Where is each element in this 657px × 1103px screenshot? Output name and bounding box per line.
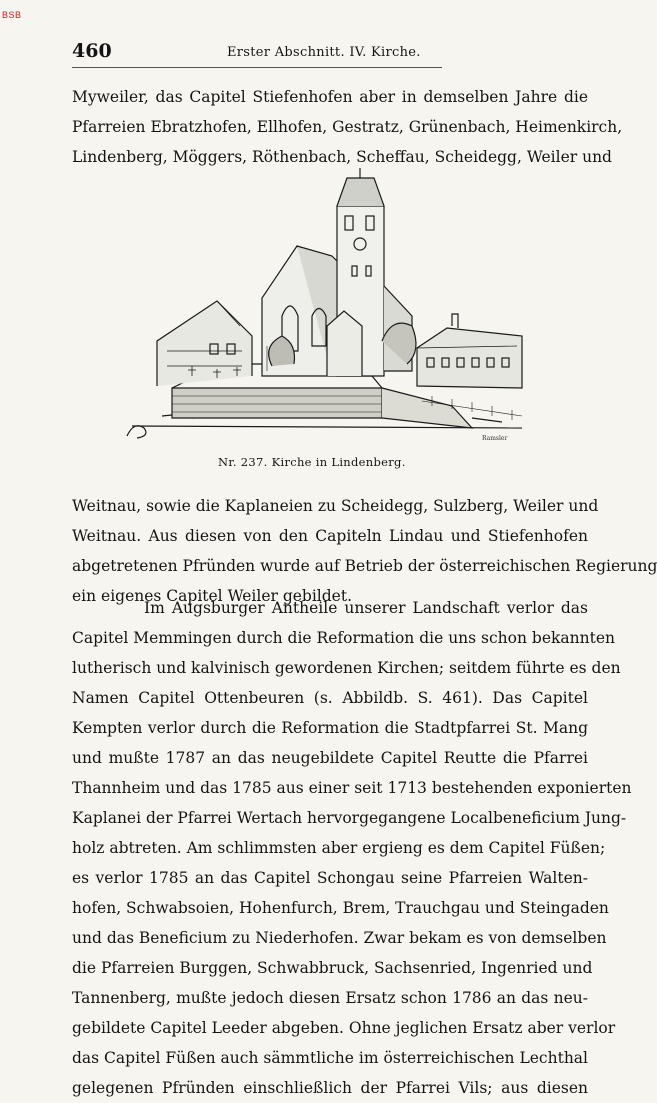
- text-line: Weitnau. Aus diesen von den Capiteln Lindau und Stiefenhofen: [72, 527, 588, 545]
- paragraph-top: [72, 82, 623, 172]
- text-line: lutherisch und kalvinisch gewordenen Kirchen; seitdem führte es den: [72, 659, 621, 677]
- page-number: 460: [72, 40, 112, 62]
- page-header: [72, 40, 442, 68]
- text-line: Myweiler, das Capitel Stiefenhofen aber in demselben Jahre die: [72, 88, 588, 106]
- text-line: die Pfarreien Burggen, Schwabbruck, Sachsenried, Ingenried und: [72, 959, 593, 977]
- text-line: und mußte 1787 an das neugebildete Capitel Reutte die Pfarrei: [72, 749, 588, 767]
- figure-caption: Nr. 237. Kirche in Lindenberg.: [218, 455, 406, 469]
- text-line: Capitel Memmingen durch die Reformation die uns schon bekannten: [72, 629, 615, 647]
- text-line: Pfarreien Ebratzhofen, Ellhofen, Gestratz, Grünenbach, Heimenkirch,: [72, 118, 623, 136]
- text-line: Kempten verlor durch die Reformation die Stadtpfarrei St. Mang: [72, 719, 588, 737]
- text-line: und das Beneficium zu Niederhofen. Zwar bekam es von demselben: [72, 929, 607, 947]
- church-illustration: [122, 166, 532, 444]
- text-line: es verlor 1785 an das Capitel Schongau seine Pfarreien Walten-: [72, 869, 588, 887]
- text-line: gebildete Capitel Leeder abgeben. Ohne jeglichen Ersatz aber verlor: [72, 1019, 616, 1037]
- paragraph-bottom: [72, 593, 632, 1103]
- text-line: Lindenberg, Möggers, Röthenbach, Scheffau, Scheidegg, Weiler und: [72, 148, 612, 166]
- text-line: Tannenberg, mußte jedoch diesen Ersatz schon 1786 an das neu-: [72, 989, 588, 1007]
- text-line: holz abtreten. Am schlimmsten aber ergieng es dem Capitel Füßen;: [72, 839, 606, 857]
- text-line: ein eigenes Capitel Weiler gebildet.: [72, 587, 353, 605]
- text-line: Namen Capitel Ottenbeuren (s. Abbildb. S. 461). Das Capitel: [72, 689, 588, 707]
- text-line: das Capitel Füßen auch sämmtliche im österreichischen Lechthal: [72, 1049, 588, 1067]
- text-line: Thannheim und das 1785 aus einer seit 1713 bestehenden exponierten: [72, 779, 632, 797]
- library-stamp: BSB: [2, 10, 22, 20]
- text-line: Kaplanei der Pfarrei Wertach hervorgegangene Localbeneficium Jung-: [72, 809, 627, 827]
- running-head: Erster Abschnitt. IV. Kirche.: [227, 45, 421, 60]
- text-line: abgetretenen Pfründen wurde auf Betrieb der österreichischen Regierung: [72, 557, 657, 575]
- text-line: hofen, Schwabsoien, Hohenfurch, Brem, Trauchgau und Steingaden: [72, 899, 609, 917]
- text-line: gelegenen Pfründen einschließlich der Pfarrei Vils; aus diesen: [72, 1079, 588, 1097]
- text-line: Weitnau, sowie die Kaplaneien zu Scheidegg, Sulzberg, Weiler und: [72, 497, 599, 515]
- text-line: Im Augsburger Antheile unserer Landschaft verlor das: [144, 599, 588, 617]
- illustrator-signature: Ramsler: [482, 435, 508, 442]
